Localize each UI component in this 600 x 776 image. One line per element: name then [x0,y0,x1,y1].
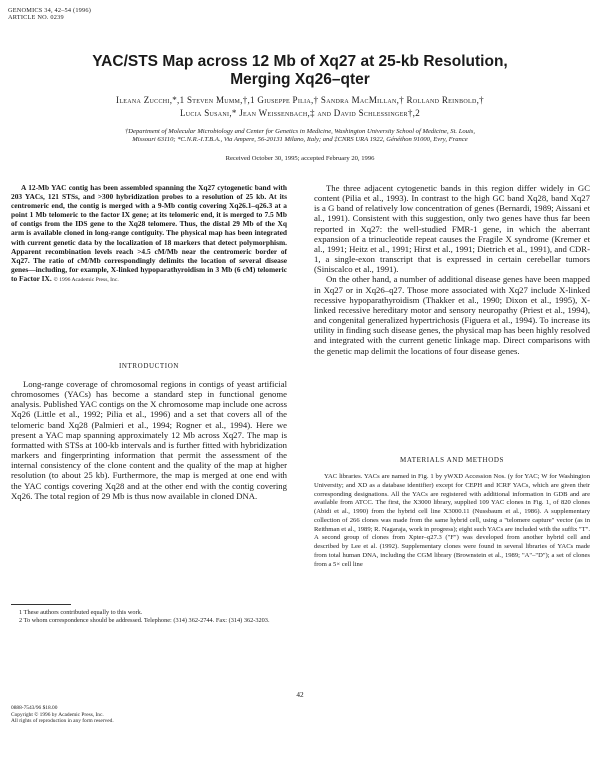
footnotes [11,609,287,625]
footnote-2: 2 To whom correspondence should be addressed. Telephone: (314) 362-2744. Fax: (314) 362-3203. [19,617,270,625]
rights-reserved: All rights of reproduction in any form reserved. [11,718,114,725]
received-date: Received October 30, 1995; accepted February 20, 1996 [225,155,375,162]
footnote-rule [11,604,71,605]
authors-line-2: Lucia Susani,* Jean Weissenbach,‡ and David Schlessinger†,2 [179,107,421,118]
abstract-text: A 12-Mb YAC contig has been assembled spanning the Xq27 cytogenetic band with 203 YACs, 121 STSs, and >300 hybridization probes to a resolution of 25 kb. At its centromeric end, the contig is merged with a 9-Mb contig covering Xq26.1–q26.3 at a point 1 Mb telomeric to the factor IX gene; at its telomeric end, it is merged to 7.5 Mb of contigs from the IDS gene to the Xq28 telomere. Thus, the distal 29 Mb of the Xq arm is available cloned in long-range contiguity. The physical map has been integrated with current genetic data by the localization of 18 markers that detect polymorphism. Apparent recombination levels reach >4.5 cM/Mb near the centromeric border of Xq27. The ratio of cM/Mb correspondingly delimits the location of several disease genes—including, for example, X-linked hypoparathyroidism in 3 Mb (6 cM) telomeric to Factor IX. [11,183,287,283]
affiliation-line-2: Missouri 63110; *C.N.R.-I.T.B.A., Via Ampere, 56-20131 Milano, Italy; and ‡CNRS URA 1922, Généthon 91000, Evry, France [132,136,468,144]
paper-title [20,53,580,89]
abstract [11,183,287,285]
methods-paragraph: YAC libraries. YACs are named in Fig. 1 by yWXD Accession Nos. (y for YAC; W for Washington University; and XD as a database identifier) except for CEPH and ICRF YACs, which are given their corresponding designations. All the YACs are registered with additional information in GDB and are available from ATCC. The first, the X3000 library, supplied 109 YAC clones in Fig. 1, of 820 clones (Abidi et al., 1990) from the hybrid cell line X3000.11 (Nussbaum et al., 1986). A supplementary collection of 266 clones was made from the same hybrid cell, using a "telomere capture" vector (as in Reithman et al., 1989; R. Nagaraja, work in progress); eight such YACs are included with the suffix "T". A second group of clones from Xpter–q27.3 ("F") was developed from another hybrid cell and described by Lee et al. (1992). Supplementary clones were found in several libraries of YACs made from total human DNA, including the CGM library (Brownstein et al., 1989; "A"–"D"); a set of clones from a 5× cell line [314,473,590,568]
title-line-1: YAC/STS Map across 12 Mb of Xq27 at 25-kb Resolution, [92,53,508,70]
journal-citation: GENOMICS 34, 42–54 (1996) [8,7,92,14]
abstract-copyright: © 1996 Academic Press, Inc. [53,276,119,283]
right-body [314,183,590,356]
copyright-block [11,705,114,725]
methods-body [314,473,590,569]
introduction-heading: INTRODUCTION [118,362,180,370]
author-list [14,94,586,119]
article-number: ARTICLE NO. 0239 [8,14,64,22]
right-paragraph-1: The three adjacent cytogenetic bands in this region differ widely in GC content (Pilia et al., 1993). In contrast to the high GC band Xq28, band Xq27 is a G band of relatively low concentration of genes (Bernardi, 1989; Aissani et al., 1991). Consistent with this suggestion, only two genes have thus far been reported in Xq27: the well-studied FMR-1 gene, in which the aberrant expansion of a trinucleotide repeat causes the Fragile X syndrome (Kremer et al., 1991; Heitz et al., 1991; Hirst et al., 1991; Dietrich et al., 1991), and CDR-1, a single-exon transcript that is expressed in certain cerebellar tumors (Siniscalco et al., 1991). [314,183,590,275]
materials-heading: MATERIALS AND METHODS [400,456,504,464]
intro-paragraph-1: Long-range coverage of chromosomal regions in contigs of yeast artificial chromosomes (YACs) has become a standard step in functional genome analysis. Published YAC contigs on the X chromosome map include one across Xq26 (Little et al., 1992; Pilia et al., 1996) and a set that covers all of the telomeric band Xq28 (Palmieri et al., 1994; Rogner et al., 1994). Here we present a YAC map spanning approximately 12 Mb across Xq27. The map is formatted with STSs at 100-kb intervals and is further fitted with hybridization markers and fingerprinting information that permit the assessment of the internal consistency of the clone content and the quality of the map at higher resolution (to about 25 kb). Furthermore, the map is merged at one end with the YAC contigs covering Xq28 and at the other end with the contig covering Xq26. The total region of 29 Mb is thus now available in cloned DNA. [11,379,287,501]
issn-price: 0888-7543/96 $18.00 [11,705,58,711]
authors-line-1: Ileana Zucchi,*,1 Steven Mumm,†,1 Giuseppe Pilia,† Sandra MacMillan,† Rolland Reinbold,† [116,95,484,105]
left-body [11,379,287,501]
journal-header [8,7,91,22]
right-paragraph-2: On the other hand, a number of additional disease genes have been mapped in Xq27 or in Xq26–q27. Those more associated with Xq27 include X-linked recessive hypoparathyroidism (Thakker et al., 1990; Dixon et al., 1995), X-linked recessive hereditary motor and sensory neuropathy (Priest et al., 1994), and congenital generalized hypertrichosis (Figuera et al., 1994). To increase its utility in finding such disease genes, the physical map has been highly resolved and integrated with the current genetic linkage map. Direct comparisons with the genetic map delimit the locations of four disease genes. [314,274,590,356]
publisher-copyright: Copyright © 1996 by Academic Press, Inc. [11,711,104,718]
footnote-1: 1 These authors contributed equally to this work. [19,609,143,616]
affiliations [18,128,582,144]
page-number: 42 [296,690,304,699]
affiliation-line-1: †Department of Molecular Microbiology and Center for Genetics in Medicine, Washington University School of Medicine, St. Louis, [124,128,476,135]
title-line-2: Merging Xq26–qter [230,71,370,88]
